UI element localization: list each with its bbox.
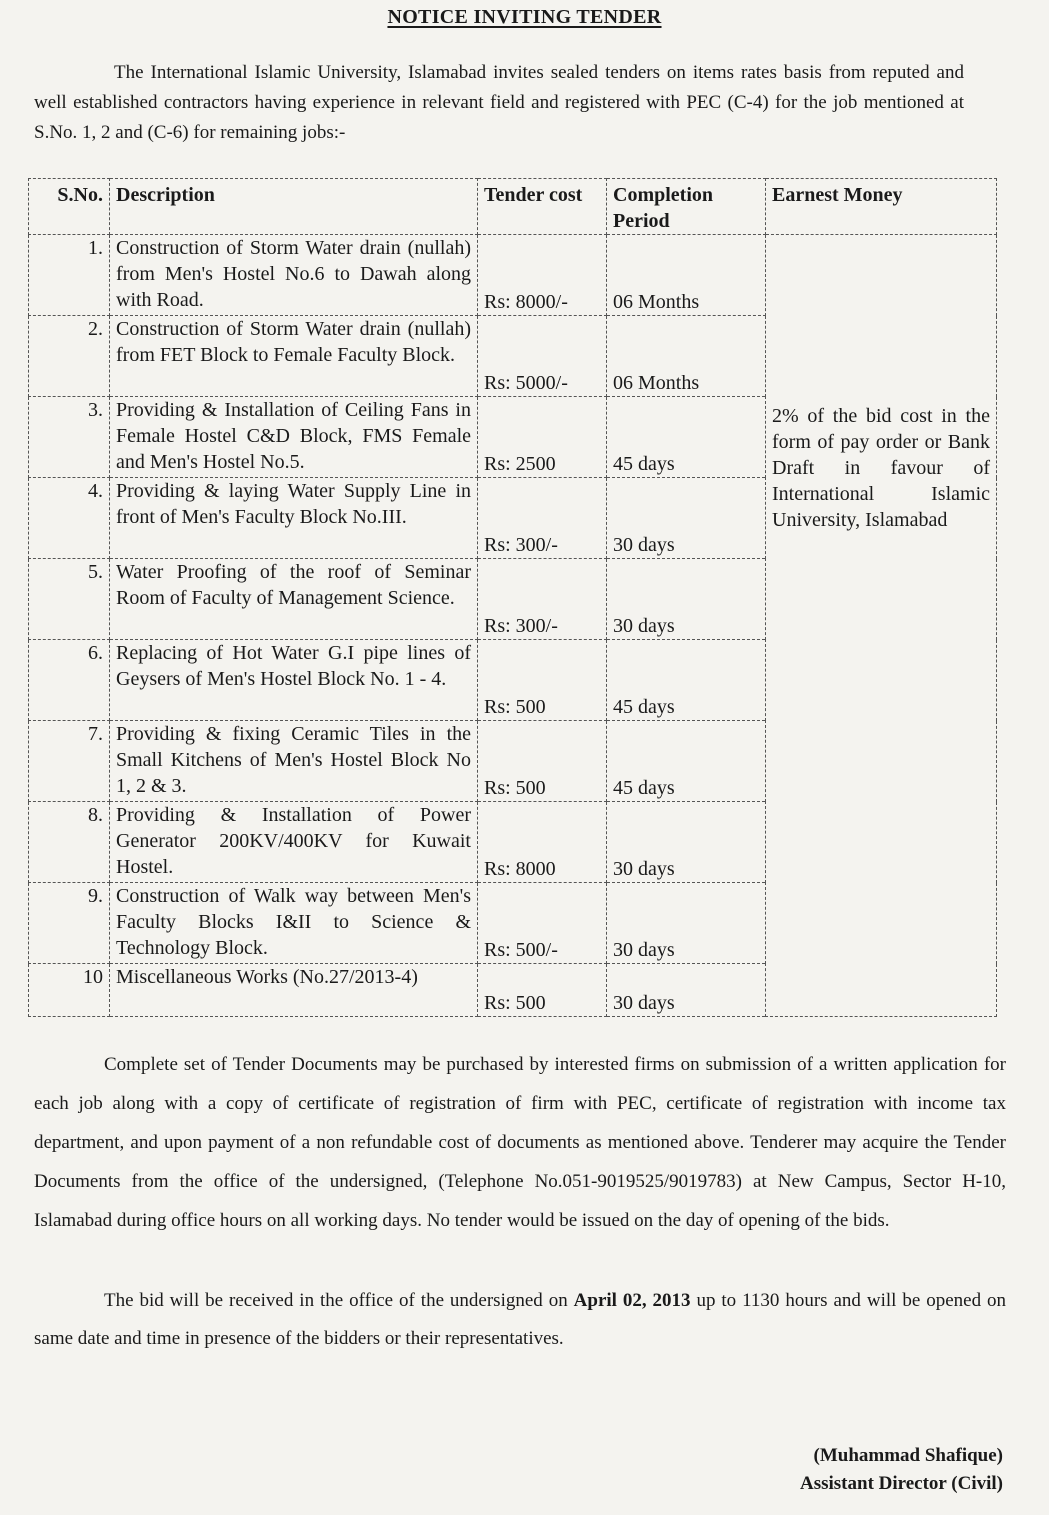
documents-paragraph: Complete set of Tender Documents may be purchased by interested firms on submission of a written application for each job along with a copy of certificate of registration of firm with PEC, certificate of registration with income tax department, and upon payment of a non refundable cost of documents as mentioned above. Tenderer may acquire the Tender Documents from the office of the undersigned, (Telephone No.051-9019525/9019783) at New Campus, Sector H-10, Islamabad during office hours on all working days. No tender would be issued on the day of opening of the bids.	[34, 1054, 1006, 1231]
row-tender-cost: Rs: 8000/-	[478, 235, 607, 316]
row-completion-period: 30 days	[607, 964, 766, 1017]
row-sno: 8.	[29, 802, 110, 883]
signature-block	[800, 1442, 1003, 1498]
header-tender-cost: Tender cost	[478, 179, 607, 235]
row-description: Construction of Storm Water drain (nullah) from Men's Hostel No.6 to Dawah along with Road.	[110, 235, 478, 316]
table-header-row	[29, 179, 997, 235]
row-sno: 4.	[29, 478, 110, 559]
row-description: Replacing of Hot Water G.I pipe lines of Geysers of Men's Hostel Block No. 1 - 4.	[110, 640, 478, 721]
row-tender-cost: Rs: 500	[478, 640, 607, 721]
row-completion-period: 45 days	[607, 397, 766, 478]
earnest-money-cell	[766, 235, 997, 1017]
bid-paragraph	[34, 1282, 1006, 1358]
row-sno: 10	[29, 964, 110, 1017]
header-earnest-money: Earnest Money	[766, 179, 997, 235]
row-completion-period: 06 Months	[607, 235, 766, 316]
row-description: Providing & laying Water Supply Line in front of Men's Faculty Block No.III.	[110, 478, 478, 559]
bid-text-end: up to 1130 hours and will be opened on same date and time in presence of the bidders or their representatives.	[34, 1290, 1006, 1349]
row-sno: 7.	[29, 721, 110, 802]
row-tender-cost: Rs: 300/-	[478, 478, 607, 559]
row-completion-period: 30 days	[607, 802, 766, 883]
row-tender-cost: Rs: 500	[478, 964, 607, 1017]
row-tender-cost: Rs: 5000/-	[478, 316, 607, 397]
bid-text-start: The bid will be received in the office of the undersigned on	[104, 1290, 574, 1311]
row-completion-period: 45 days	[607, 640, 766, 721]
row-description: Miscellaneous Works (No.27/2013-4)	[110, 964, 478, 1017]
row-description: Providing & fixing Ceramic Tiles in the Small Kitchens of Men's Hostel Block No 1, 2 & 3.	[110, 721, 478, 802]
header-completion-period: Completion Period	[607, 179, 766, 235]
row-completion-period: 30 days	[607, 883, 766, 964]
row-tender-cost: Rs: 500/-	[478, 883, 607, 964]
row-sno: 5.	[29, 559, 110, 640]
intro-paragraph: The International Islamic University, Islamabad invites sealed tenders on items rates basis from reputed and well established contractors having experience in relevant field and registered with PEC (C-4) for the job mentioned at S.No. 1, 2 and (C-6) for remaining jobs:-	[34, 62, 964, 143]
row-tender-cost: Rs: 300/-	[478, 559, 607, 640]
notice-title: NOTICE INVITING TENDER	[387, 6, 662, 28]
row-sno: 3.	[29, 397, 110, 478]
bid-date: April 02, 2013	[573, 1290, 691, 1311]
signatory-designation: Assistant Director (Civil)	[800, 1473, 1003, 1494]
header-description: Description	[110, 179, 478, 235]
row-description: Water Proofing of the roof of Seminar Room of Faculty of Management Science.	[110, 559, 478, 640]
row-description: Providing & Installation of Ceiling Fans in Female Hostel C&D Block, FMS Female and Men's Hostel No.5.	[110, 397, 478, 478]
row-sno: 1.	[29, 235, 110, 316]
earnest-money-text: 2% of the bid cost in the form of pay order or Bank Draft in favour of International Islamic University, Islamabad	[772, 405, 990, 531]
row-completion-period: 30 days	[607, 478, 766, 559]
row-tender-cost: Rs: 500	[478, 721, 607, 802]
row-completion-period: 30 days	[607, 559, 766, 640]
table-row	[29, 235, 997, 316]
row-completion-period: 45 days	[607, 721, 766, 802]
row-tender-cost: Rs: 2500	[478, 397, 607, 478]
row-sno: 2.	[29, 316, 110, 397]
row-tender-cost: Rs: 8000	[478, 802, 607, 883]
row-sno: 9.	[29, 883, 110, 964]
row-description: Construction of Walk way between Men's Faculty Blocks I&II to Science & Technology Block.	[110, 883, 478, 964]
signatory-name: (Muhammad Shafique)	[813, 1445, 1003, 1466]
row-sno: 6.	[29, 640, 110, 721]
row-completion-period: 06 Months	[607, 316, 766, 397]
header-sno: S.No.	[29, 179, 110, 235]
tender-table	[28, 178, 997, 1017]
row-description: Construction of Storm Water drain (nullah) from FET Block to Female Faculty Block.	[110, 316, 478, 397]
row-description: Providing & Installation of Power Generator 200KV/400KV for Kuwait Hostel.	[110, 802, 478, 883]
